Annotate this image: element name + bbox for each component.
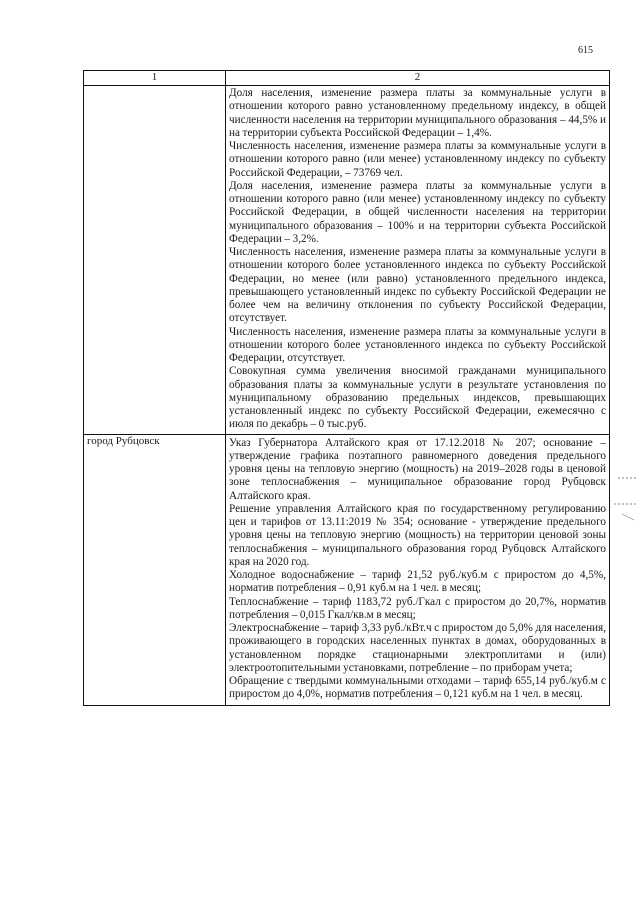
page-number: 615: [578, 45, 593, 56]
region-cell: [84, 86, 226, 435]
paragraph: Указ Губернатора Алтайского края от 17.12.2018 № 207; основание – утверждение графика поэтапного равномерного доведения предельного уровня цены на тепловую энергию (мощность) на 2019–2028 годы в ценовой зоне теплоснабжения – муниципальное образование город Рубцовск Алтайского края.: [229, 436, 606, 502]
scan-margin-marks: [612, 470, 640, 530]
paragraph: Холодное водоснабжение – тариф 21,52 руб./куб.м с приростом до 4,5%, норматив потребления – 0,91 куб.м на 1 чел. в месяц;: [229, 569, 606, 595]
table-header-row: [84, 71, 610, 86]
paragraph: Электроснабжение – тариф 3,33 руб./кВт.ч с приростом до 5,0% для населения, проживающего в городских населенных пунктах в домах, оборудованных в установленном порядке стационарными электроплитами и (или) электроотопительными установками, потребление – по приборам учета;: [229, 622, 606, 674]
data-table: [83, 70, 610, 706]
paragraph: Доля населения, изменение размера платы за коммунальные услуги в отношении которого равно установленному предельному индексу, в общей численности населения на территории муниципального образования – 44,5% и на территории субъекта Российской Федерации – 1,4%.: [229, 87, 606, 139]
paragraph: Доля населения, изменение размера платы за коммунальные услуги в отношении которого равно (или менее) установленному индексу по субъекту Российской Федерации, в общей численности населения на территории муниципального образования – 100% и на территории субъекта Российской Федерации – 3,2%.: [229, 179, 606, 245]
paragraph: Численность населения, изменение размера платы за коммунальные услуги в отношении которого более установленного индекса по субъекту Российской Федерации, но менее (или равно) установленного предельного индекса, превышающего установленный индекс по субъекту Российской Федерации не более чем на величину отклонения по субъекту Российской Федерации, отсутствует.: [229, 246, 606, 325]
region-cell: город Рубцовск: [84, 434, 226, 705]
paragraph: Численность населения, изменение размера платы за коммунальные услуги в отношении которого более установленного индекса по субъекту Российской Федерации, отсутствует.: [229, 325, 606, 364]
column-header-2: 2: [226, 71, 610, 86]
column-header-1: 1: [84, 71, 226, 86]
paragraph: Теплоснабжение – тариф 1183,72 руб./Гкал с приростом до 20,7%, норматив потребления – 0,015 Гкал/кв.м в месяц;: [229, 595, 606, 621]
table-row: [84, 86, 610, 435]
content-cell: [226, 434, 610, 705]
paragraph: Совокупная сумма увеличения вносимой гражданами муниципального образования платы за коммунальные услуги в результате установления по муниципальному образованию предельных индексов, превышающих установленный индекс по субъекту Российской Федерации, ежемесячно с июля по декабрь – 0 тыс.руб.: [229, 365, 606, 431]
paragraph: Решение управления Алтайского края по государственному регулированию цен и тарифов от 13.11:2019 № 354; основание - утверждение предельного уровня цены на тепловую энергию (мощность) на территории ценовой зоны теплоснабжения – муниципального образования город Рубцовск Алтайского края на 2020 год.: [229, 502, 606, 568]
table-row: [84, 434, 610, 705]
paragraph: Численность населения, изменение размера платы за коммунальные услуги в отношении которого равно (или менее) установленному индексу по субъекту Российской Федерации, – 73769 чел.: [229, 140, 606, 179]
content-cell: [226, 86, 610, 435]
paragraph: Обращение с твердыми коммунальными отходами – тариф 655,14 руб./куб.м с приростом до 4,0%, норматив потребления – 0,121 куб.м на 1 чел. в месяц.: [229, 675, 606, 701]
